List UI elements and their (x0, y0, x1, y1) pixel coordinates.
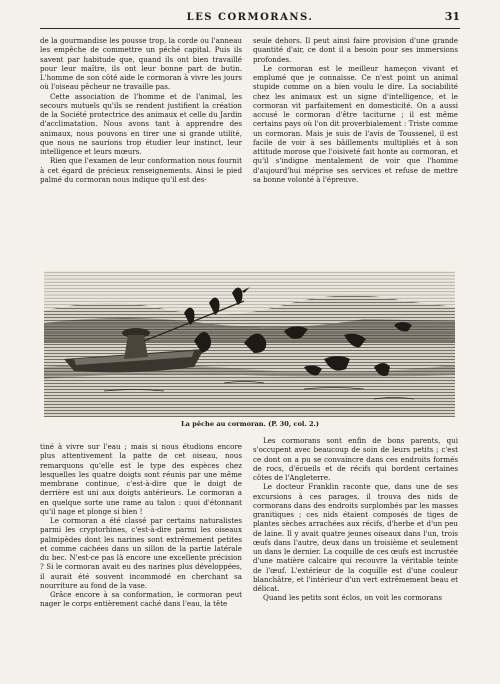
column-1 (40, 36, 242, 270)
fisherman-body (124, 335, 148, 359)
paragraph: Le cormoran est le meilleur hameçon vivant et emplumé que je connaisse. Ce n'est point un animal stupide comme on a bien voulu le dire. La sociabilité chez les animaux est un signe d'intelligence, et le cormoran vit parfaitement en domesticité. On a aussi accusé le cormoran d'être taciturne ; il est même certains pays où l'on dit proverbialement : Triste comme un cormoran. Mais je suis de l'avis de Toussenel, il est facile de voir à ses bâillements multipliés et à son attitude morose que l'oisiveté fait honte au cormoran, et qu'il s'indigne mentalement de voir que l'homme d'aujourd'hui méprise ses services et refuse de mettre sa bonne volonté à l'épreuve. (253, 63, 458, 184)
water (44, 343, 455, 417)
column-2 (253, 36, 458, 270)
paragraph: Le cormoran a été classé par certains naturalistes parmi les cryptorhines, c'est-à-dire parmi les oiseaux palmipèdes dont les narines sont extrêmement petites et comme cachées dans un sillon de la partie latérale du bec. N'est-ce pas là encore une excellente précision ? Si le cormoran avait eu des narines plus développées, il aurait été souvent incommodé en cherchant sa nourriture au fond de la vase. (40, 516, 242, 590)
paragraph: Quand les petits sont éclos, on voit les cormorans (263, 593, 442, 603)
column-4 (253, 436, 458, 676)
page-number: 31 (444, 10, 460, 23)
paragraph: Le docteur Franklin raconte que, dans une de ses excursions à ces parages, il trouva des nids de cormorans dans des endroits surplombés par les masses granitiques ; ces nids étaient composés de tiges de plantes sèches arrachées aux récifs, d'herbe et d'un peu de laine. Il y avait quatre jeunes oiseaux dans l'un, trois œufs dans l'autre, deux dans un troisième et seulement un dans le dernier. La coquille de ces œufs est incrustée d'une matière calcaire qui recouvre la véritable teinte de l'œuf. L'extérieur de la coquille est d'une couleur blanchâtre, et l'intérieur d'un vert extrêmement beau et délicat. (253, 482, 458, 593)
running-header (40, 10, 460, 29)
engraving-illustration (44, 271, 455, 417)
paragraph: Grâce encore à sa conformation, le cormoran peut nager le corps entièrement caché dans l'eau, la tête (40, 590, 242, 609)
column-3 (40, 442, 242, 676)
figure-caption: La pêche au cormoran. (P. 30, col. 2.) (181, 420, 319, 428)
paragraph: de la gourmandise les pousse trop, la corde ou l'anneau les empêche de commettre un péché capital. Puis ils savent par habitude que, quand ils ont bien travaillé pour leur maître, ils ont leur bonne part de butin. L'homme de son côté aide le cormoran à vivre les jours où l'oiseau pêcheur ne travaille pas. (40, 36, 242, 92)
paragraph: tiné à vivre sur l'eau ; mais si nous étudions encore plus attentivement la patte de cet oiseau, nous remarquons qu'elle est le type des espèces chez lesquelles les quatre doigts sont réunis par une même membrane continue, c'est-à-dire que le doigt de derrière est uni aux doigts antérieurs. Le cormoran a en quelque sorte une rame au talon : quoi d'étonnant qu'il nage et plonge si bien ! (40, 442, 242, 516)
paragraph: Cette association de l'homme et de l'animal, les secours mutuels qu'ils se rendent justifient la création de la Société protectrice des animaux et celle du Jardin d'acclimatation. Nous avons tant à apprendre des animaux, nous pouvons en tirer une si grande utilité, que nous ne saurions trop étudier leur instinct, leur intelligence et leurs mœurs. (40, 91, 242, 156)
paragraph: seule dehors. Il peut ainsi faire provision d'une grande quantité d'air, ce dont il a besoin pour ses immersions profondes. (253, 36, 458, 64)
paragraph: Rien que l'examen de leur conformation nous fournit à cet égard de précieux renseignements. Ainsi le pied palmé du cormoran nous indique qu'il est des- (40, 156, 242, 184)
running-title: LES CORMORANS. (186, 12, 314, 23)
engraving-cormorant-fishing (44, 271, 455, 417)
paragraph: Les cormorans sont enfin de bons parents, qui s'occupent avec beaucoup de soin de leurs petits ; c'est ce dont on a pu se convaincre dans ces endroits formés de rocs, d'écueils et de récifs qui bordent certaines côtes de l'Angleterre. (253, 436, 458, 482)
